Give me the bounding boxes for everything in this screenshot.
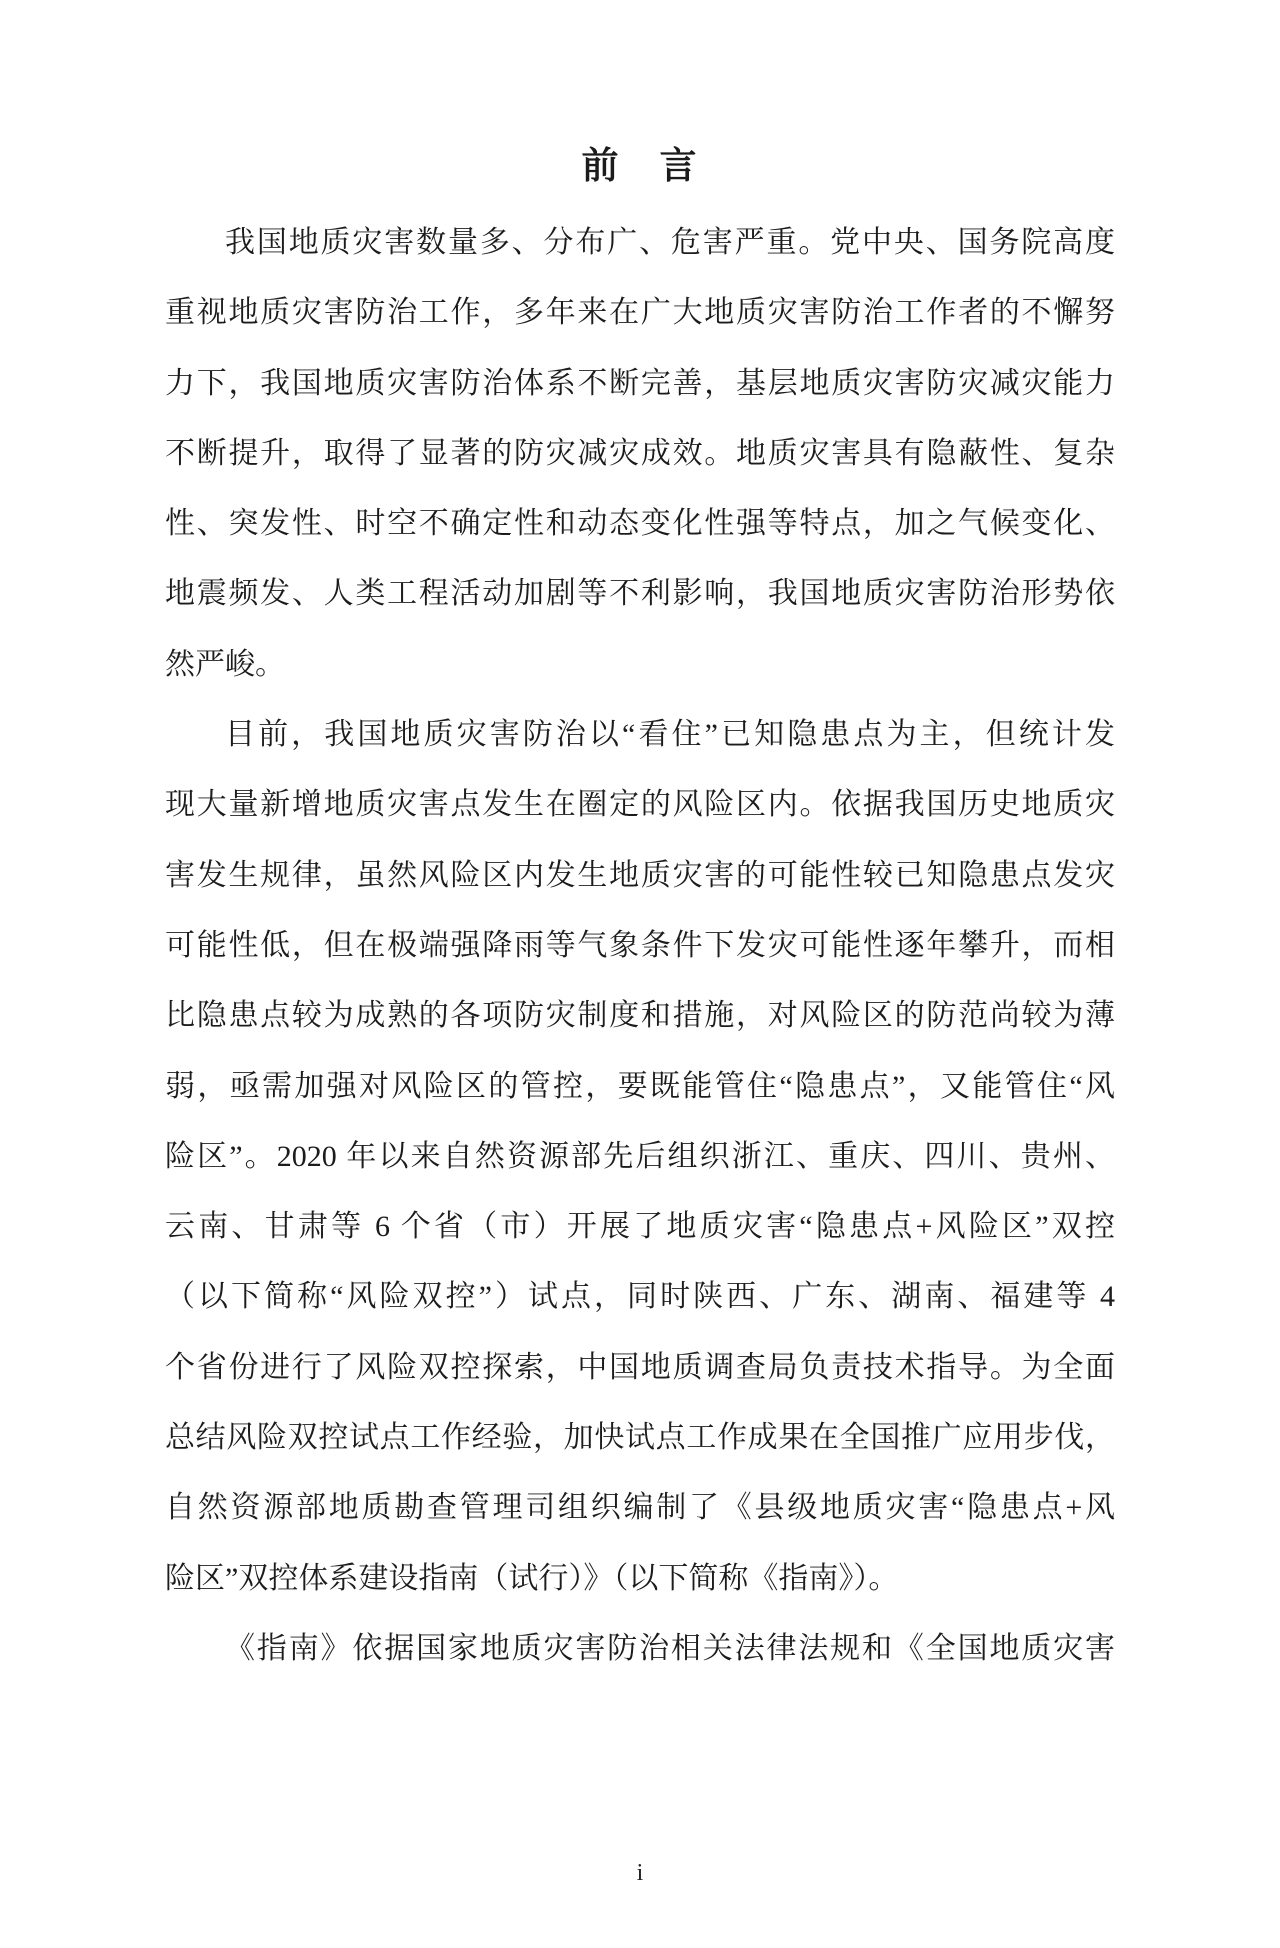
text-line: 性、突发性、时空不确定性和动态变化性强等特点，加之气候变化、 — [165, 507, 1115, 541]
text-line: 地震频发、人类工程活动加剧等不利影响，我国地质灾害防治形势依 — [165, 577, 1115, 611]
paragraph-1 — [165, 208, 1115, 700]
text-line: 总结风险双控试点工作经验，加快试点工作成果在全国推广应用步伐， — [165, 1421, 1115, 1455]
text-line: 云南、甘肃等 6 个省（市）开展了地质灾害“隐患点+风险区”双控 — [165, 1210, 1115, 1244]
paragraph-2 — [165, 700, 1115, 1614]
text-line: 《指南》依据国家地质灾害防治相关法律法规和《全国地质灾害 — [225, 1631, 1115, 1665]
page-title: 前 言 — [581, 146, 699, 187]
text-line: （以下简称“风险双控”）试点，同时陕西、广东、湖南、福建等 4 — [165, 1280, 1115, 1314]
text-line: 目前，我国地质灾害防治以“看住”已知隐患点为主，但统计发 — [225, 718, 1115, 752]
paragraph-3 — [165, 1614, 1115, 1684]
document-page — [0, 138, 1280, 1948]
text-line: 险区”双控体系建设指南（试行）》（以下简称《指南》）。 — [165, 1561, 899, 1595]
text-line: 力下，我国地质灾害防治体系不断完善，基层地质灾害防灾减灾能力 — [165, 366, 1115, 400]
text-line: 现大量新增地质灾害点发生在圈定的风险区内。依据我国历史地质灾 — [165, 788, 1115, 822]
page-number: i — [636, 1860, 644, 1886]
text-line: 弱，亟需加强对风险区的管控，要既能管住“隐患点”，又能管住“风 — [165, 1069, 1115, 1103]
text-line: 不断提升，取得了显著的防灾减灾成效。地质灾害具有隐蔽性、复杂 — [165, 436, 1115, 470]
text-line: 我国地质灾害数量多、分布广、危害严重。党中央、国务院高度 — [225, 226, 1115, 259]
text-line: 害发生规律，虽然风险区内发生地质灾害的可能性较已知隐患点发灾 — [165, 858, 1115, 892]
text-line: 重视地质灾害防治工作，多年来在广大地质灾害防治工作者的不懈努 — [165, 296, 1115, 330]
text-line: 然严峻。 — [165, 647, 285, 681]
text-line: 比隐患点较为成熟的各项防灾制度和措施，对风险区的防范尚较为薄 — [165, 999, 1115, 1033]
text-line: 个省份进行了风险双控探索，中国地质调查局负责技术指导。为全面 — [165, 1350, 1115, 1384]
text-line: 险区”。2020 年以来自然资源部先后组织浙江、重庆、四川、贵州、 — [165, 1139, 1115, 1173]
document-body — [165, 208, 1115, 1684]
text-line: 可能性低，但在极端强降雨等气象条件下发灾可能性逐年攀升，而相 — [165, 928, 1115, 962]
text-line: 自然资源部地质勘查管理司组织编制了《县级地质灾害“隐患点+风 — [165, 1491, 1115, 1525]
